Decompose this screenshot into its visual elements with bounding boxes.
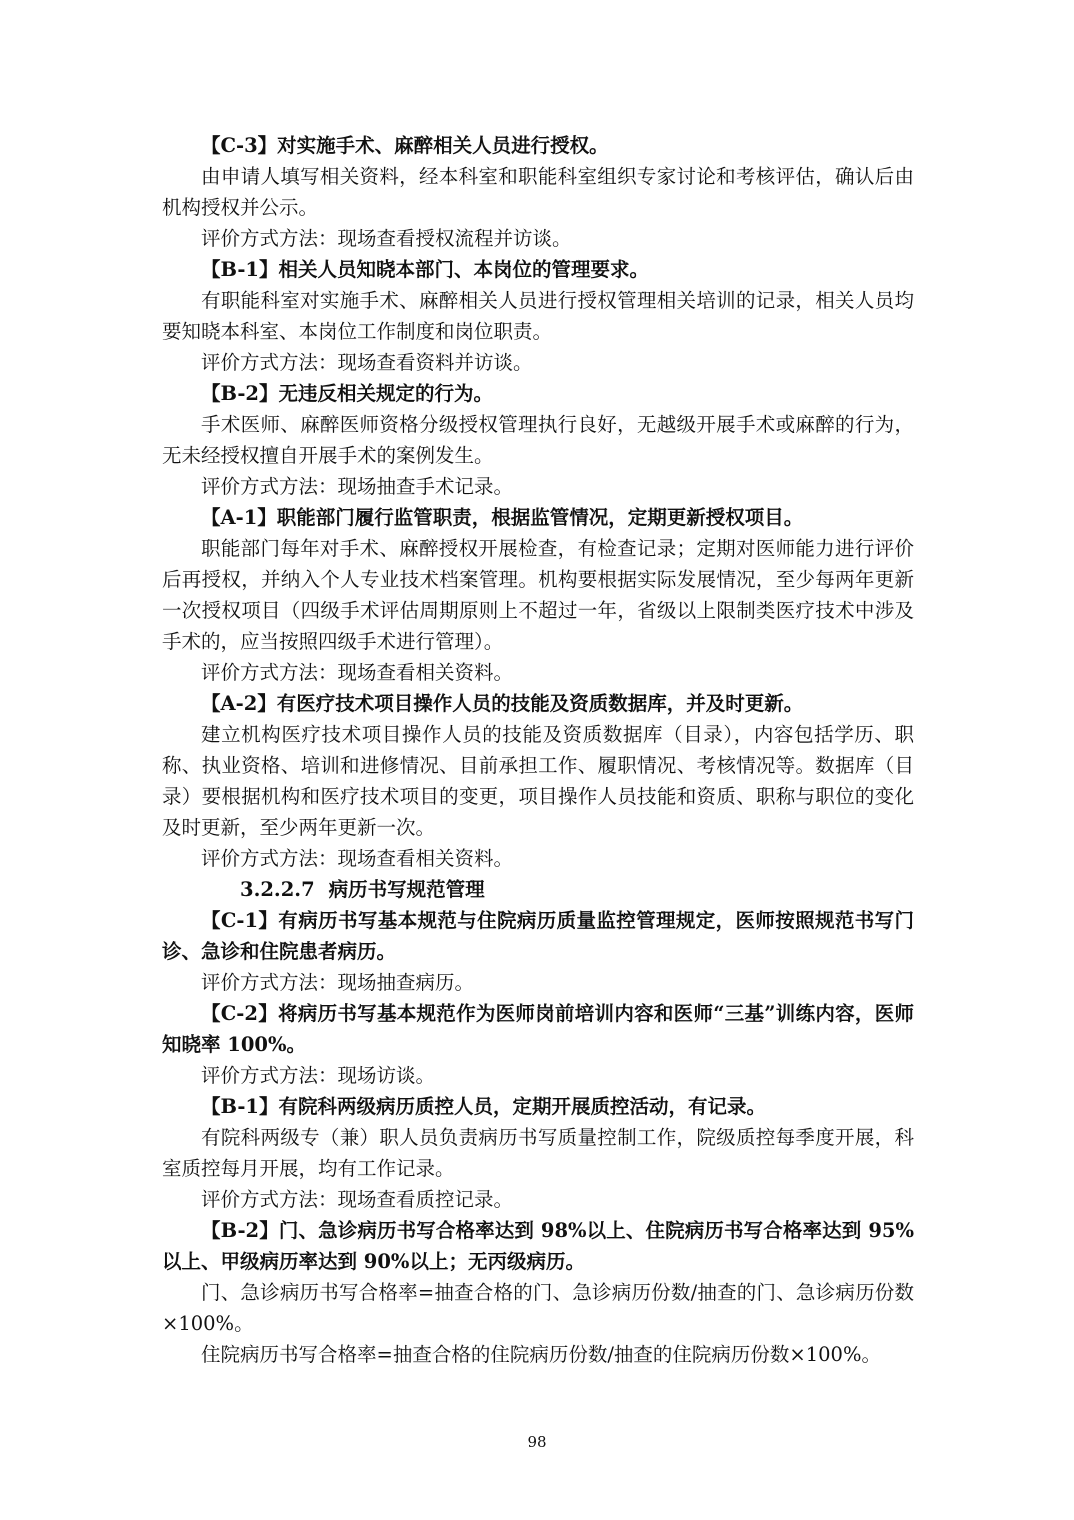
evaluation-method: 评价方式方法：现场访谈。	[201, 1064, 436, 1087]
evaluation-method: 评价方式方法：现场查看相关资料。	[201, 661, 514, 684]
evaluation-method: 评价方式方法：现场查看资料并访谈。	[201, 351, 533, 374]
page-number: 98	[527, 1433, 547, 1451]
formula-paragraph: 门、急诊病历书写合格率=抽查合格的门、急诊病历份数/抽查的门、急诊病历份数×100%。	[162, 1281, 914, 1335]
criterion-heading: 【C-3】对实施手术、麻醉相关人员进行授权。	[201, 134, 609, 157]
criterion-heading: 【B-2】门、急诊病历书写合格率达到 98%以上、住院病历书写合格率达到 95%以上、甲级病历率达到 90%以上；无丙级病历。	[162, 1219, 914, 1273]
evaluation-method: 评价方式方法：现场抽查手术记录。	[201, 475, 514, 498]
body-paragraph: 由申请人填写相关资料，经本科室和职能科室组织专家讨论和考核评估，确认后由机构授权并公示。	[162, 165, 914, 219]
body-paragraph: 有职能科室对实施手术、麻醉相关人员进行授权管理相关培训的记录，相关人员均要知晓本科室、本岗位工作制度和岗位职责。	[162, 289, 914, 343]
section-heading	[162, 874, 914, 905]
criterion-heading: 【C-2】将病历书写基本规范作为医师岗前培训内容和医师“三基”训练内容，医师知晓率 100%。	[162, 1002, 914, 1056]
evaluation-method: 评价方式方法：现场查看质控记录。	[201, 1188, 514, 1211]
evaluation-method: 评价方式方法：现场抽查病历。	[201, 971, 475, 994]
body-paragraph: 建立机构医疗技术项目操作人员的技能及资质数据库（目录），内容包括学历、职称、执业资格、培训和进修情况、目前承担工作、履职情况、考核情况等。数据库（目录）要根据机构和医疗技术项目的变更，项目操作人员技能和资质、职称与职位的变化及时更新，至少两年更新一次。	[162, 723, 914, 839]
criterion-heading: 【A-2】有医疗技术项目操作人员的技能及资质数据库，并及时更新。	[201, 692, 804, 715]
criterion-heading: 【C-1】有病历书写基本规范与住院病历质量监控管理规定，医师按照规范书写门诊、急诊和住院患者病历。	[162, 909, 914, 963]
section-title: 病历书写规范管理	[328, 878, 485, 901]
body-paragraph: 职能部门每年对手术、麻醉授权开展检查，有检查记录；定期对医师能力进行评价后再授权，并纳入个人专业技术档案管理。机构要根据实际发展情况，至少每两年更新一次授权项目（四级手术评估周期原则上不超过一年，省级以上限制类医疗技术中涉及手术的，应当按照四级手术进行管理）。	[162, 537, 914, 653]
criterion-heading: 【A-1】职能部门履行监管职责，根据监管情况，定期更新授权项目。	[201, 506, 804, 529]
criterion-heading: 【B-1】相关人员知晓本部门、本岗位的管理要求。	[201, 258, 650, 281]
body-paragraph: 手术医师、麻醉医师资格分级授权管理执行良好，无越级开展手术或麻醉的行为，无未经授权擅自开展手术的案例发生。	[162, 413, 914, 467]
evaluation-method: 评价方式方法：现场查看相关资料。	[201, 847, 514, 870]
formula-paragraph: 住院病历书写合格率=抽查合格的住院病历份数/抽查的住院病历份数×100%。	[201, 1343, 881, 1366]
criterion-heading: 【B-1】有院科两级病历质控人员，定期开展质控活动，有记录。	[201, 1095, 767, 1118]
criterion-heading: 【B-2】无违反相关规定的行为。	[201, 382, 494, 405]
evaluation-method: 评价方式方法：现场查看授权流程并访谈。	[201, 227, 572, 250]
body-paragraph: 有院科两级专（兼）职人员负责病历书写质量控制工作，院级质控每季度开展，科室质控每月开展，均有工作记录。	[162, 1126, 914, 1180]
page-content	[162, 130, 914, 1370]
section-number: 3.2.2.7	[240, 878, 315, 901]
